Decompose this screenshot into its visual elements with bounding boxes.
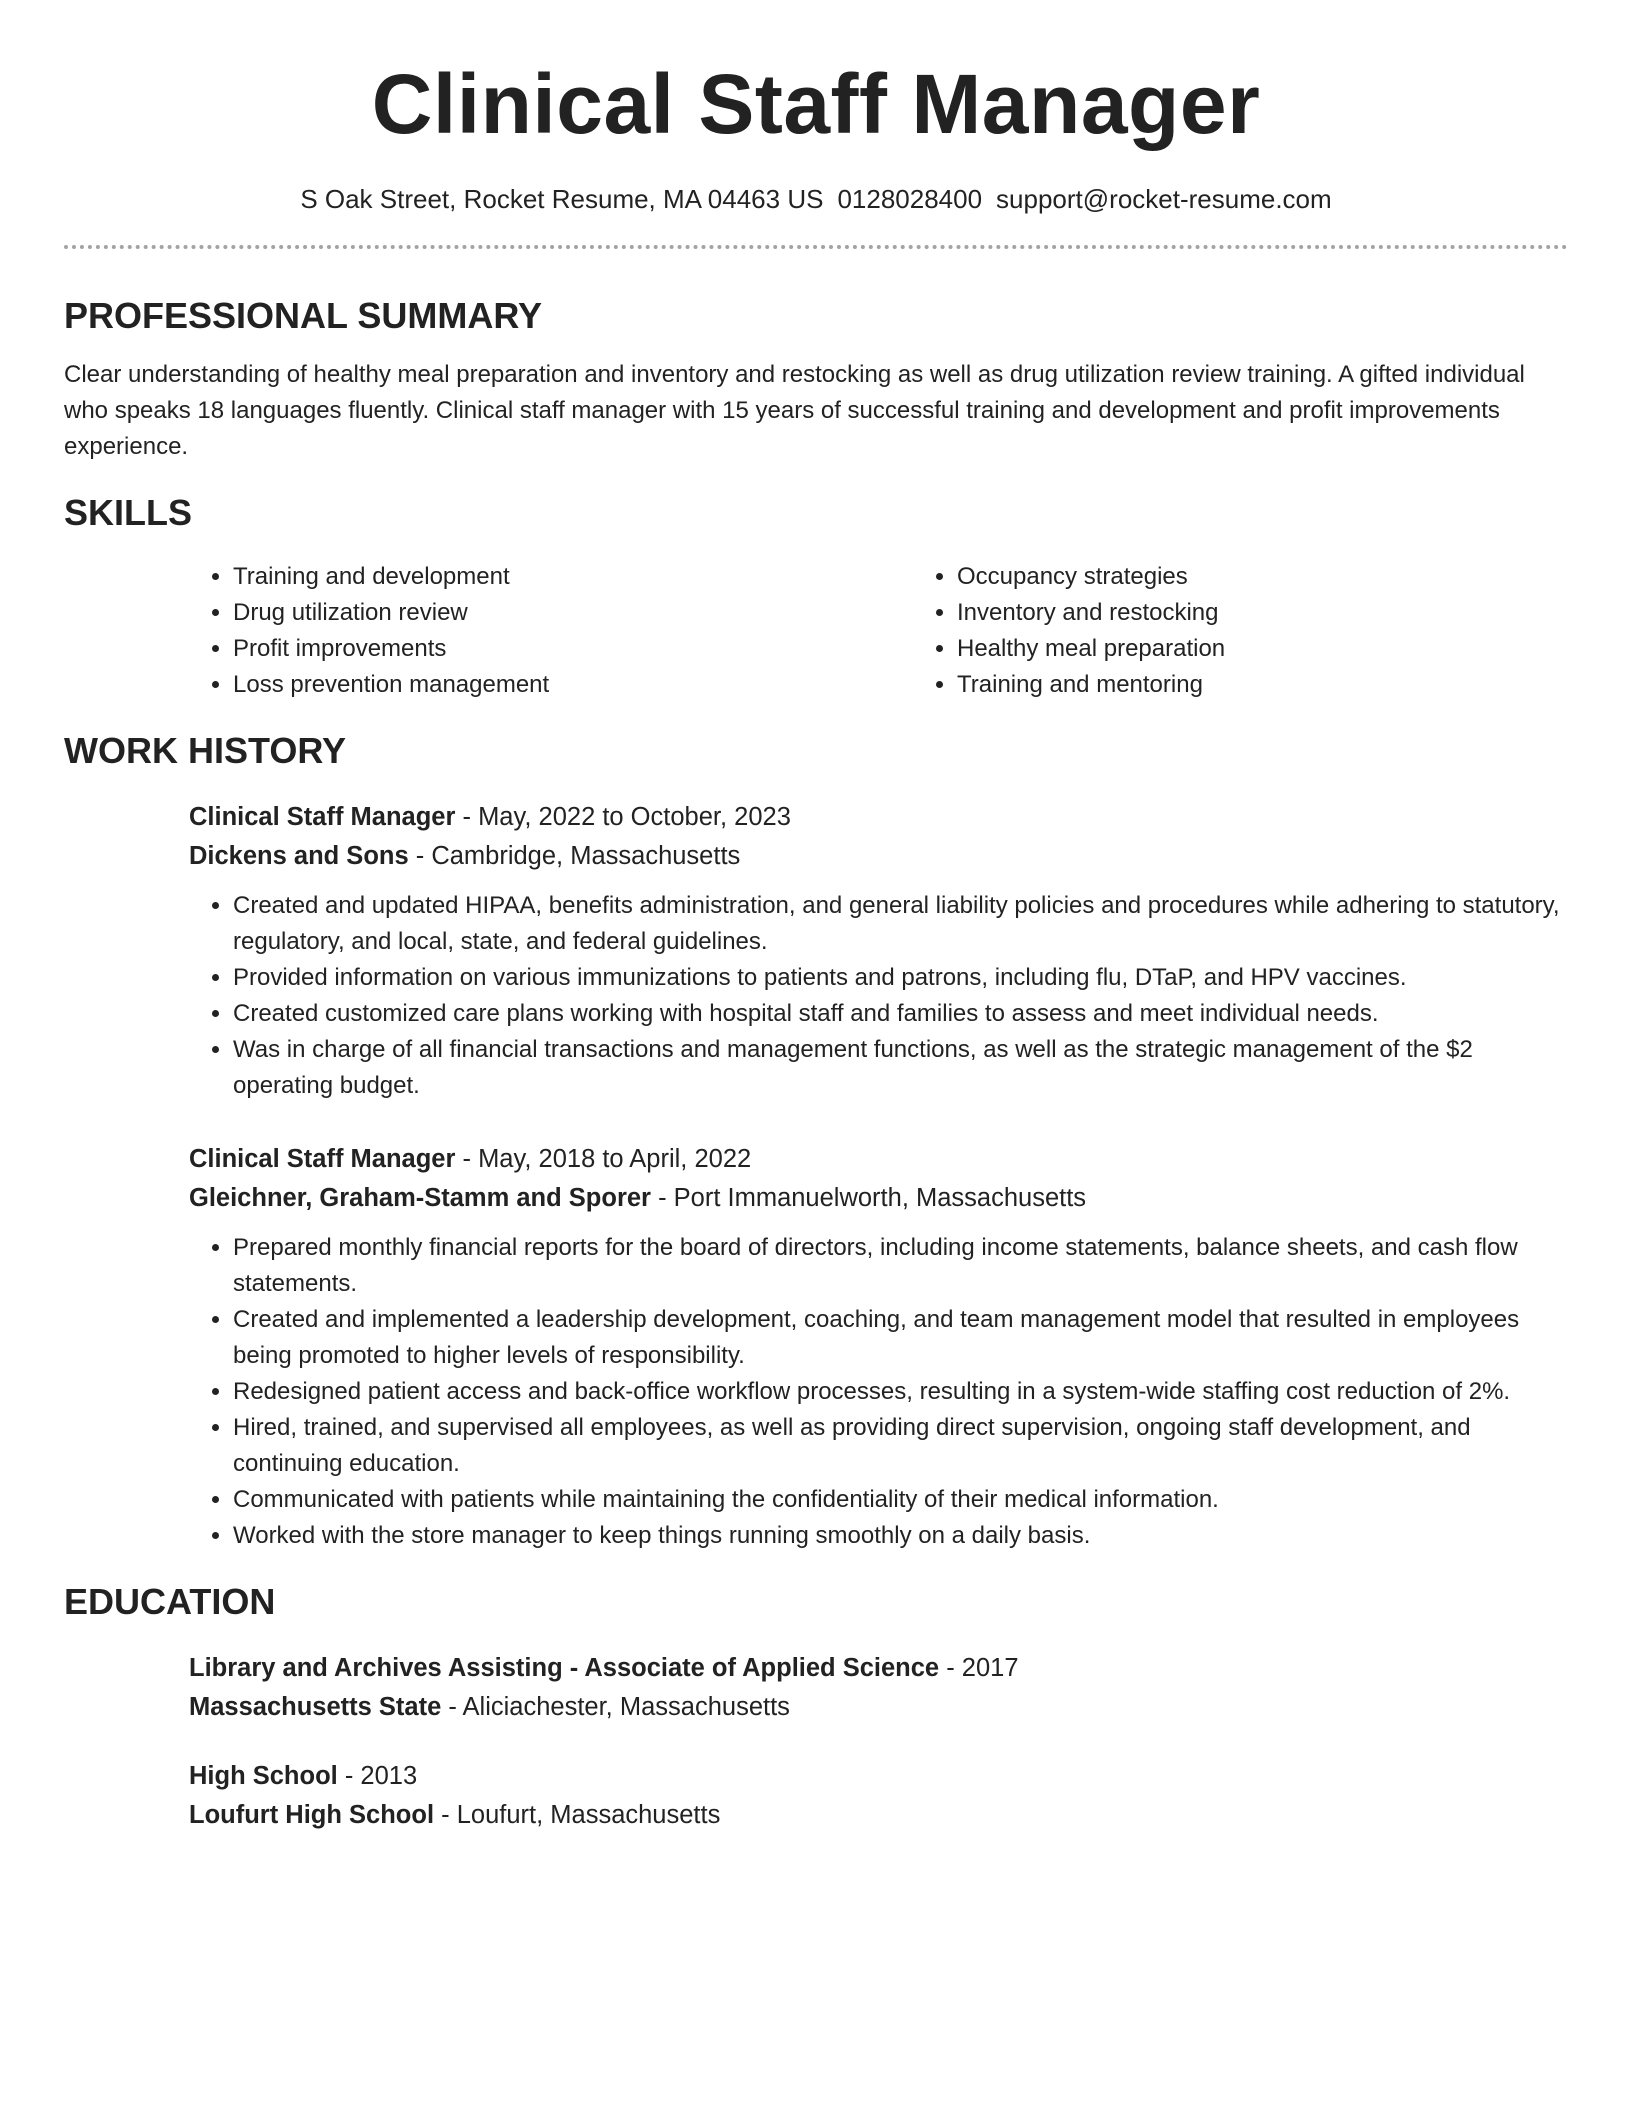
job-dates: - May, 2022 to October, 2023 xyxy=(455,802,791,831)
education-school-line xyxy=(189,1688,1568,1727)
job-company-line xyxy=(189,1179,1568,1218)
skill-item: • Occupancy strategies xyxy=(957,559,1557,595)
job-company: Dickens and Sons xyxy=(189,841,409,870)
job-position: Clinical Staff Manager xyxy=(189,802,456,831)
job-bullet: • Hired, trained, and supervised all employees, as well as providing direct supervision, ongoing staff development, and continuing education. xyxy=(233,1410,1568,1482)
education-location: - Loufurt, Massachusetts xyxy=(434,1800,721,1829)
job-entry xyxy=(189,1140,1568,1554)
job-bullet: • Communicated with patients while maintaining the confidentiality of their medical information. xyxy=(233,1482,1568,1518)
job-bullet: • Created and updated HIPAA, benefits administration, and general liability policies and procedures while adhering to statutory, regulatory, and local, state, and federal guidelines. xyxy=(233,888,1568,960)
job-bullet: • Created and implemented a leadership development, coaching, and team management model that resulted in employees being promoted to higher levels of responsibility. xyxy=(233,1302,1568,1374)
education-degree: Library and Archives Assisting - Associate of Applied Science xyxy=(189,1653,940,1682)
skill-item: • Loss prevention management xyxy=(233,667,913,703)
education-section xyxy=(64,1580,1568,1835)
job-position: Clinical Staff Manager xyxy=(189,1144,456,1173)
skill-item: • Healthy meal preparation xyxy=(957,631,1557,667)
education-degree-line xyxy=(189,1649,1568,1688)
job-location: - Port Immanuelworth, Massachusetts xyxy=(650,1183,1087,1212)
contact-line xyxy=(64,184,1568,215)
education-degree: High School xyxy=(189,1761,338,1790)
education-school: Massachusetts State xyxy=(189,1692,442,1721)
education-year: - 2017 xyxy=(939,1653,1019,1682)
work-section xyxy=(64,729,1568,1554)
job-bullets xyxy=(189,1230,1568,1554)
job-bullet: • Was in charge of all financial transactions and management functions, as well as the strategic management of the $2 operating budget. xyxy=(233,1032,1568,1104)
skills-section xyxy=(64,491,1568,702)
contact-address: S Oak Street, Rocket Resume, MA 04463 US xyxy=(300,184,824,214)
job-location: - Cambridge, Massachusetts xyxy=(408,841,741,870)
education-degree-line xyxy=(189,1757,1568,1796)
job-bullet: • Created customized care plans working with hospital staff and families to assess and meet individual needs. xyxy=(233,996,1568,1032)
summary-heading: PROFESSIONAL SUMMARY xyxy=(64,295,543,337)
skill-item: • Training and mentoring xyxy=(957,667,1557,703)
job-title-line xyxy=(189,1140,1568,1179)
skills-heading: SKILLS xyxy=(64,492,193,534)
header-divider xyxy=(64,245,1568,249)
education-year: - 2013 xyxy=(337,1761,418,1790)
contact-phone: 0128028400 xyxy=(837,184,983,214)
job-entry xyxy=(189,798,1568,1104)
resume-name: Clinical Staff Manager xyxy=(371,57,1261,151)
job-bullet: • Redesigned patient access and back-office workflow processes, resulting in a system-wide staffing cost reduction of 2%. xyxy=(233,1374,1568,1410)
education-school-line xyxy=(189,1796,1568,1835)
job-dates: - May, 2018 to April, 2022 xyxy=(455,1144,752,1173)
job-title-line xyxy=(189,798,1568,837)
contact-email: support@rocket-resume.com xyxy=(996,184,1332,214)
skill-item: • Drug utilization review xyxy=(233,595,913,631)
job-bullet: • Prepared monthly financial reports for the board of directors, including income statements, balance sheets, and cash flow statements. xyxy=(233,1230,1568,1302)
skills-grid xyxy=(189,559,1568,703)
job-bullet: • Worked with the store manager to keep things running smoothly on a daily basis. xyxy=(233,1518,1568,1554)
education-school: Loufurt High School xyxy=(189,1800,435,1829)
skills-left-list xyxy=(189,559,913,703)
work-heading: WORK HISTORY xyxy=(64,729,347,771)
education-location: - Aliciachester, Massachusetts xyxy=(441,1692,790,1721)
education-entry xyxy=(189,1649,1568,1727)
job-company-line xyxy=(189,837,1568,876)
job-bullet: • Provided information on various immunizations to patients and patrons, including flu, DTaP, and HPV vaccines. xyxy=(233,960,1568,996)
job-company: Gleichner, Graham-Stamm and Sporer xyxy=(189,1183,651,1212)
education-heading: EDUCATION xyxy=(64,1580,276,1622)
job-bullets xyxy=(189,888,1568,1104)
education-entry xyxy=(189,1757,1568,1835)
skills-right-list xyxy=(913,559,1557,703)
skill-item: • Training and development xyxy=(233,559,913,595)
skill-item: • Inventory and restocking xyxy=(957,595,1557,631)
skill-item: • Profit improvements xyxy=(233,631,913,667)
summary-section xyxy=(64,294,1568,465)
summary-text: Clear understanding of healthy meal preparation and inventory and restocking as well as drug utilization review training. A gifted individual who speaks 18 languages fluently. Clinical staff manager with 15 years of successful training and development and profit improvements experience. xyxy=(64,361,1525,461)
